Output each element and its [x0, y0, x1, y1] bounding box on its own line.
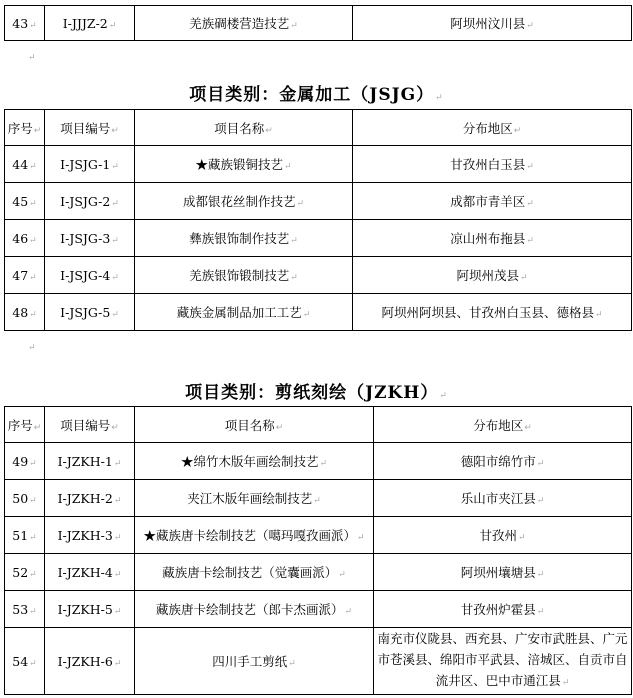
row-number: 43↵ [5, 6, 45, 41]
table-row [5, 220, 632, 257]
column-header: 项目编号↵ [45, 407, 135, 443]
row-number: 46↵ [5, 220, 45, 257]
row-number: 44↵ [5, 146, 45, 183]
paragraph-mark: ↵ [28, 343, 36, 353]
row-number: 53↵ [5, 591, 45, 628]
project-code: Ⅰ-JSJG-2↵ [45, 183, 135, 220]
paragraph-mark: ↵ [28, 53, 36, 63]
table-row [5, 183, 632, 220]
region: 德阳市绵竹市↵ [374, 443, 632, 480]
region: 成都市青羊区↵ [353, 183, 632, 220]
project-code: Ⅰ-JZKH-2↵ [45, 480, 135, 517]
table-row [5, 591, 632, 628]
table-row [5, 6, 632, 41]
project-name: 彝族银饰制作技艺↵ [135, 220, 353, 257]
row-number: 49↵ [5, 443, 45, 480]
project-code: Ⅰ-JZKH-6↵ [45, 628, 135, 695]
project-name: 藏族唐卡绘制技艺（郎卡杰画派）↵ [135, 591, 374, 628]
table-header-row [5, 407, 632, 443]
region: 阿坝州阿坝县、甘孜州白玉县、德格县↵ [353, 294, 632, 331]
section-title-metalwork: 项目类别：金属加工（JSJG）↵ [189, 85, 444, 105]
region: 甘孜州↵ [374, 517, 632, 554]
project-code: Ⅰ-JJJZ-2↵ [45, 6, 135, 41]
project-code: Ⅰ-JZKH-4↵ [45, 554, 135, 591]
column-header: 项目名称↵ [135, 110, 353, 146]
row-number: 48↵ [5, 294, 45, 331]
papercut-table [4, 406, 632, 695]
column-header: 项目名称↵ [135, 407, 374, 443]
project-code: Ⅰ-JZKH-3↵ [45, 517, 135, 554]
project-name: ★藏族唐卡绘制技艺（噶玛嘎孜画派）↵ [135, 517, 374, 554]
column-header: 分布地区↵ [374, 407, 632, 443]
project-code: Ⅰ-JSJG-5↵ [45, 294, 135, 331]
table-header-row [5, 110, 632, 146]
project-name: ★藏族锻铜技艺↵ [135, 146, 353, 183]
region: 甘孜州炉霍县↵ [374, 591, 632, 628]
project-name: 藏族唐卡绘制技艺（觉囊画派）↵ [135, 554, 374, 591]
project-name: 成都银花丝制作技艺↵ [135, 183, 353, 220]
project-code: Ⅰ-JSJG-3↵ [45, 220, 135, 257]
region: 阿坝州汶川县↵ [353, 6, 632, 41]
metalwork-table [4, 109, 632, 331]
row-number: 45↵ [5, 183, 45, 220]
region: 阿坝州茂县↵ [353, 257, 632, 294]
row-number: 47↵ [5, 257, 45, 294]
table-row [5, 443, 632, 480]
project-name: 藏族金属制品加工工艺↵ [135, 294, 353, 331]
table-row [5, 146, 632, 183]
region: 凉山州布拖县↵ [353, 220, 632, 257]
row-number: 51↵ [5, 517, 45, 554]
column-header: 项目编号↵ [45, 110, 135, 146]
column-header: 分布地区↵ [353, 110, 632, 146]
project-code: Ⅰ-JSJG-1↵ [45, 146, 135, 183]
row-number: 54↵ [5, 628, 45, 695]
region: 甘孜州白玉县↵ [353, 146, 632, 183]
top-table [4, 5, 632, 41]
row-number: 50↵ [5, 480, 45, 517]
project-name: 四川手工剪纸↵ [135, 628, 374, 695]
project-name: 羌族碉楼营造技艺↵ [135, 6, 353, 41]
project-code: Ⅰ-JZKH-5↵ [45, 591, 135, 628]
section-title-papercut: 项目类别：剪纸刻绘（JZKH）↵ [185, 383, 448, 403]
table-row [5, 480, 632, 517]
project-code: Ⅰ-JZKH-1↵ [45, 443, 135, 480]
project-code: Ⅰ-JSJG-4↵ [45, 257, 135, 294]
project-name: 夹江木版年画绘制技艺↵ [135, 480, 374, 517]
column-header: 序号↵ [5, 110, 45, 146]
table-row [5, 554, 632, 591]
table-row [5, 257, 632, 294]
table-row [5, 294, 632, 331]
column-header: 序号↵ [5, 407, 45, 443]
region: 阿坝州壤塘县↵ [374, 554, 632, 591]
project-name: 羌族银饰锻制技艺↵ [135, 257, 353, 294]
region: 乐山市夹江县↵ [374, 480, 632, 517]
project-name: ★绵竹木版年画绘制技艺↵ [135, 443, 374, 480]
row-number: 52↵ [5, 554, 45, 591]
table-row [5, 628, 632, 695]
table-row [5, 517, 632, 554]
region: 南充市仪陇县、西充县、广安市武胜县、广元市苍溪县、绵阳市平武县、涪城区、自贡市自流井区、巴中市通江县↵ [374, 628, 632, 695]
